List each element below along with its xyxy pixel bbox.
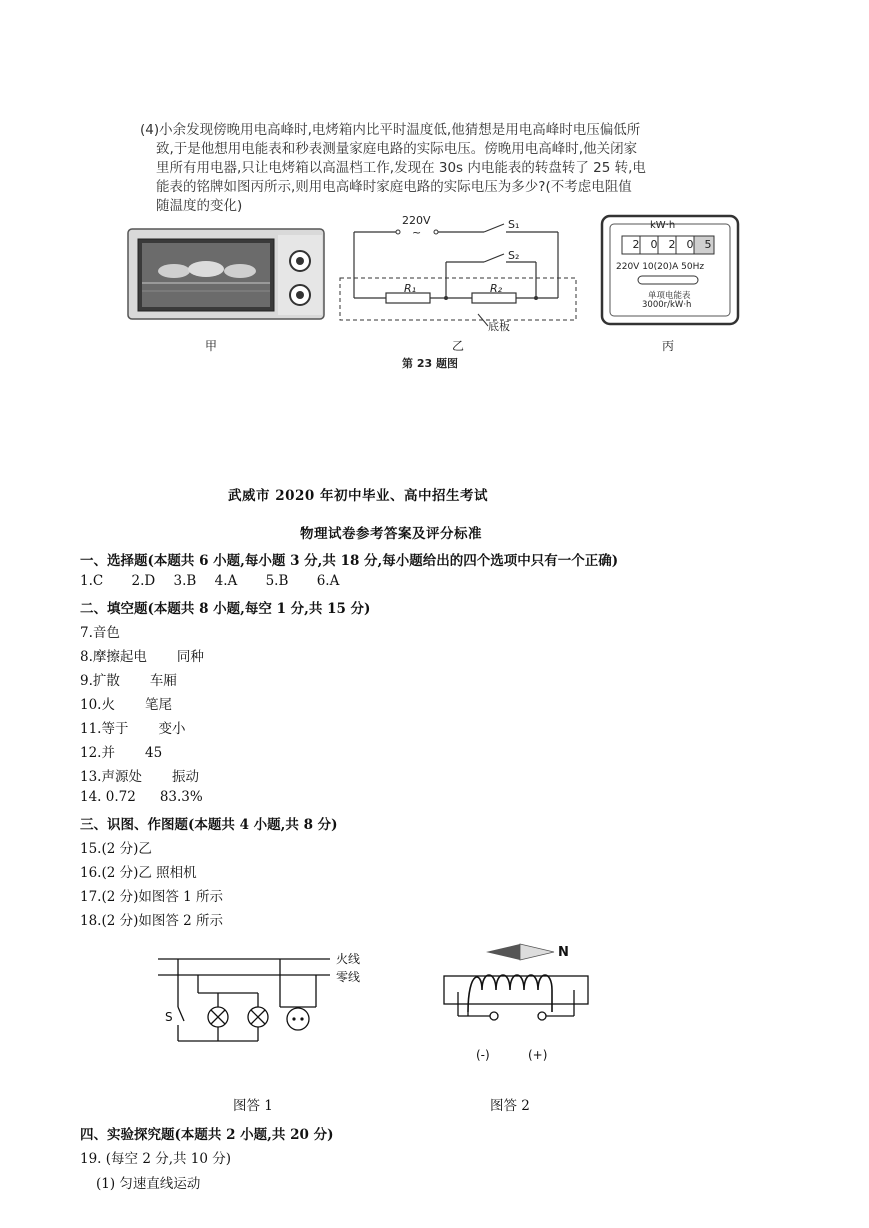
meter-digit: 0 [686,238,694,251]
q4-line-3: 里所有用电器,只让电烤箱以高温档工作,发现在 30s 内电能表的转盘转了 25 转,电 [156,160,646,176]
answer-18: 18.(2 分)如图答 2 所示 [80,913,224,929]
section-4-heading: 四、实验探究题(本题共 2 小题,共 20 分) [80,1127,334,1143]
base-plate-label: 底板 [488,320,510,333]
neutral-wire-label: 零线 [336,970,361,984]
fill-answer: 14. 0.72 [80,789,136,805]
fill-answer: 振动 [171,769,199,785]
q4-line-5: 随温度的变化) [156,198,243,214]
meter-unit: kW·h [650,220,676,231]
label-jia: 甲 [205,339,218,353]
fill-answer: 12.并 [80,745,115,761]
fill-answer: 83.3% [159,789,203,805]
fill-answer: 笔尾 [144,697,172,713]
choice-2: 2.D [131,573,156,589]
answer-17: 17.(2 分)如图答 1 所示 [80,889,224,905]
question-4-text [140,121,646,216]
circuit-voltage-label: 220V [402,214,431,227]
answer-16: 16.(2 分)乙 照相机 [80,865,197,881]
fill-answer: 10.火 [80,697,115,713]
live-wire-label: 火线 [336,952,361,966]
fill-11 [80,717,185,737]
meter-digit: 5 [704,238,712,251]
terminal-minus-label: (-) [476,1048,490,1062]
fill-answer: 7.音色 [80,625,120,641]
q4-line-4: 能表的铭牌如图丙所示,则用电高峰时家庭电路的实际电压为多少?(不考虑电阻值 [156,179,632,195]
choice-6: 6.A [316,573,340,589]
fill-9 [80,669,177,689]
fill-answer: 45 [144,745,163,761]
fill-12 [80,741,162,761]
section-1-heading: 一、选择题(本题共 6 小题,每小题 3 分,共 18 分,每小题给出的四个选项中只有一个正确) [80,553,619,569]
household-circuit-diagram [150,945,340,1055]
fill-8 [80,645,204,665]
answer-19-header: 19. (每空 2 分,共 10 分) [80,1151,232,1167]
answers-subtitle: 物理试卷参考答案及评分标准 [300,526,482,542]
compass-north-label: N [558,945,569,960]
section-2-heading: 二、填空题(本题共 8 小题,每空 1 分,共 15 分) [80,601,371,617]
fill-13 [80,765,199,785]
label-yi: 乙 [452,339,465,353]
q4-line-2: 致,于是他想用电能表和秒表测量家庭电路的实际电压。傍晚用电高峰时,他关闭家 [156,141,638,157]
meter-constant: 3000r/kW·h [642,300,692,310]
fill-answer: 11.等于 [80,721,129,737]
switch-s1-label: S₁ [508,218,520,231]
fill-10 [80,693,172,713]
meter-name: 单项电能表 [648,291,691,301]
answer-15: 15.(2 分)乙 [80,841,152,857]
switch-s2-label: S₂ [508,249,520,262]
choice-5: 5.B [265,573,289,589]
meter-digit: 0 [650,238,658,251]
meter-reading [627,238,719,251]
terminal-plus-label: (+) [528,1048,548,1062]
resistor-r1-label: R₁ [404,282,417,295]
solenoid-diagram [438,940,598,1050]
meter-digit: 2 [632,238,640,251]
label-bing: 丙 [662,339,675,353]
fill-answer: 13.声源处 [80,769,142,785]
choice-1: 1.C [80,573,104,589]
answers-title: 武威市 2020 年初中毕业、高中招生考试 [228,488,488,504]
figure-23-caption: 第 23 题图 [402,357,458,370]
answer-19-1: (1) 匀速直线运动 [96,1176,201,1192]
figure-answer-2-caption: 图答 2 [490,1098,530,1114]
oven-circuit-diagram [336,210,586,340]
resistor-r2-label: R₂ [490,282,503,295]
fill-answer: 8.摩擦起电 [80,649,147,665]
fill-answer: 同种 [176,649,204,665]
meter-rating: 220V 10(20)A 50Hz [616,262,705,272]
fill-answer: 车厢 [149,673,177,689]
q4-line-1: (4)小余发现傍晚用电高峰时,电烤箱内比平时温度低,他猜想是用电高峰时电压偏低所 [140,122,641,138]
fill-14 [80,789,203,805]
switch-s-label: S [165,1010,173,1024]
meter-digit: 2 [668,238,676,251]
figure-answer-1-caption: 图答 1 [233,1098,273,1114]
choice-4: 4.A [214,573,238,589]
section-3-heading: 三、识图、作图题(本题共 4 小题,共 8 分) [80,817,338,833]
oven-illustration [126,225,326,325]
choice-3: 3.B [173,573,197,589]
fill-answer: 9.扩散 [80,673,120,689]
choice-answers [80,573,339,589]
fill-7 [80,621,120,641]
fill-answer: 变小 [158,721,186,737]
circuit-ac-symbol: ~ [412,226,422,239]
